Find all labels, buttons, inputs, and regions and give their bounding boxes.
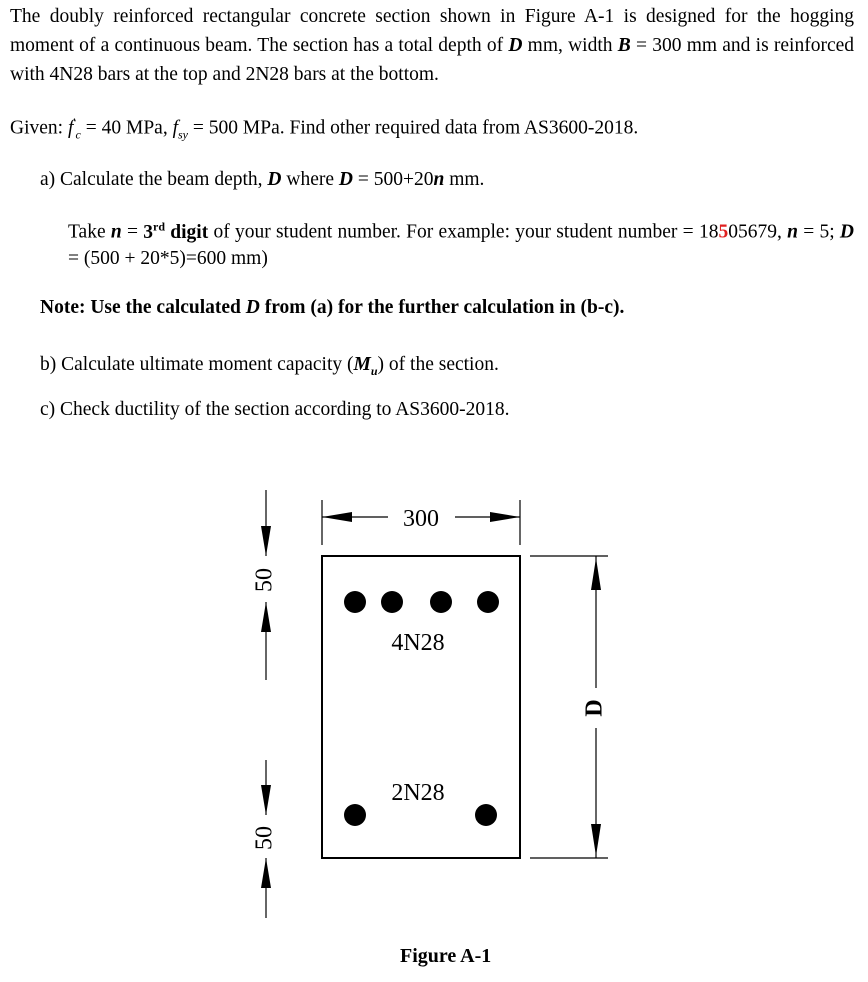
note: Note: Use the calculated D from (a) for the further calculation in (b-c). <box>40 297 625 318</box>
bottom-cover-arrow-down <box>261 785 271 815</box>
bottom-bar-1 <box>344 804 366 826</box>
take-instruction: Take n = 3rd digit of your student number. For example: your student number = 18505679, n = 5; D = (500 + 20*5)=600 mm) <box>68 219 854 269</box>
intro-paragraph: The doubly reinforced rectangular concrete section shown in Figure A-1 is designed for the hogging moment of a continuous beam. The section has a total depth of D mm, width B = 300 mm and is reinforced with 4N28 bars at the top and 2N28 bars at the bottom. <box>10 6 855 85</box>
given-data: Given: $f'_c = 40$ MPa, $f_{sy} = 500$ MPa. Find other required data from AS3600-2018. <box>10 115 639 142</box>
width-arrow-right <box>490 512 520 522</box>
top-bar-1 <box>344 591 366 613</box>
depth-label: D <box>581 699 608 717</box>
top-cover-arrow-down <box>261 526 271 556</box>
top-bar-4 <box>477 591 499 613</box>
depth-arrow-top <box>591 558 601 590</box>
question-b: b) Calculate ultimate moment capacity $(M_u)$ of the section. <box>40 354 499 378</box>
top-cover-label: 50 <box>251 568 278 592</box>
question-c: c) Check ductility of the section according to AS3600-2018. <box>40 399 510 420</box>
bottom-cover-arrow-up <box>261 858 271 888</box>
top-bar-3 <box>430 591 452 613</box>
figure-caption: Figure A-1 <box>400 945 492 967</box>
width-arrow-left <box>322 512 352 522</box>
top-cover-arrow-up <box>261 602 271 632</box>
bottom-bar-2 <box>475 804 497 826</box>
top-bar-2 <box>381 591 403 613</box>
width-label: 300 <box>403 506 439 532</box>
top-bars-label: 4N28 <box>391 630 445 656</box>
depth-arrow-bottom <box>591 824 601 856</box>
bottom-bars-label: 2N28 <box>391 780 445 806</box>
bottom-cover-label: 50 <box>251 826 278 850</box>
question-a: a) Calculate the beam depth, D where D = 500+20n mm. <box>40 169 485 190</box>
